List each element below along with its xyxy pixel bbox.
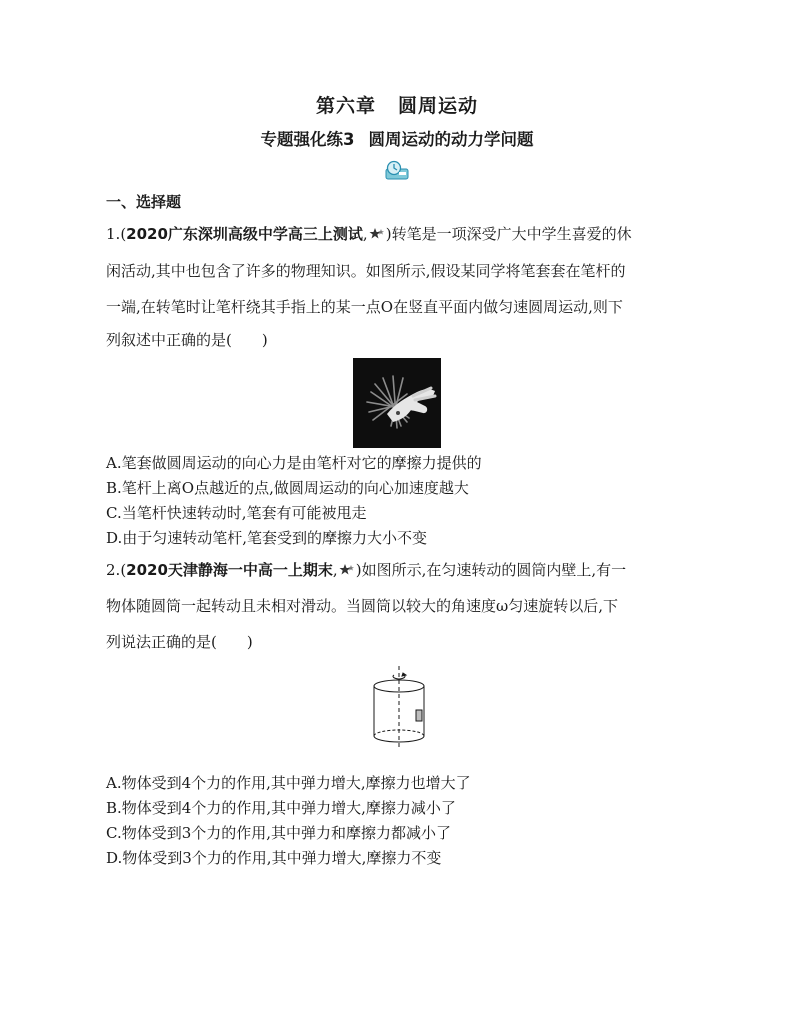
question-stem: 物体随圆筒一起转动且未相对滑动。当圆筒以较大的角速度ω匀速旋转以后,下: [106, 597, 619, 615]
option-b: B.物体受到4个力的作用,其中弹力增大,摩擦力减小了: [106, 799, 456, 817]
topic-name: 圆周运动的动力学问题: [368, 130, 534, 149]
option-c: C.物体受到3个力的作用,其中弹力和摩擦力都减小了: [106, 824, 452, 842]
option-b: B.笔杆上离O点越近的点,做圆周运动的向心加速度越大: [106, 479, 469, 497]
question-number: 1.: [106, 225, 121, 243]
chapter-name: 圆周运动: [398, 95, 479, 117]
pen-spinning-figure: [353, 358, 441, 448]
question-source: 2020广东深圳高级中学高三上测试: [126, 225, 363, 243]
question-number: 2.: [106, 561, 121, 579]
option-c: C.当笔杆快速转动时,笔套有可能被甩走: [106, 504, 367, 522]
topic-number: 专题强化练3: [260, 130, 355, 149]
question-stem: 列说法正确的是( ): [106, 633, 253, 651]
option-d: D.物体受到3个力的作用,其中弹力增大,摩擦力不变: [106, 849, 442, 867]
option-d: D.由于匀速转动笔杆,笔套受到的摩擦力大小不变: [106, 529, 428, 547]
chapter-title: [0, 91, 794, 118]
question-stem: 如图所示,在匀速转动的圆筒内壁上,有一: [361, 561, 627, 579]
question-stem: 转笔是一项深受广大中学生喜爱的休: [391, 225, 632, 243]
option-a: A.笔套做圆周运动的向心力是由笔杆对它的摩擦力提供的: [106, 454, 482, 472]
question-source: 2020天津静海一中高一上期末: [126, 561, 333, 579]
section-heading: 一、选择题: [106, 193, 182, 211]
chapter-number: 第六章: [315, 95, 376, 117]
topic-title: [0, 126, 794, 150]
question-2-line-1: 2.(2020天津静海一中高一上期末, )如图所示,在匀速转动的圆筒内壁上,有一: [106, 561, 627, 579]
exercise-badge-icon: [385, 160, 409, 184]
rotating-cylinder-figure: [366, 664, 432, 750]
question-1-line-1: 1.(2020广东深圳高级中学高三上测试, )转笔是一项深受广大中学生喜爱的休: [106, 225, 632, 243]
question-stem: 闲活动,其中也包含了许多的物理知识。如图所示,假设某同学将笔套套在笔杆的: [106, 262, 626, 280]
question-stem: 一端,在转笔时让笔杆绕其手指上的某一点O在竖直平面内做匀速圆周运动,则下: [106, 298, 623, 316]
difficulty-star-icon: [369, 227, 385, 241]
question-stem: 列叙述中正确的是( ): [106, 331, 268, 349]
difficulty-star-icon: [339, 563, 355, 577]
option-a: A.物体受到4个力的作用,其中弹力增大,摩擦力也增大了: [106, 774, 471, 792]
